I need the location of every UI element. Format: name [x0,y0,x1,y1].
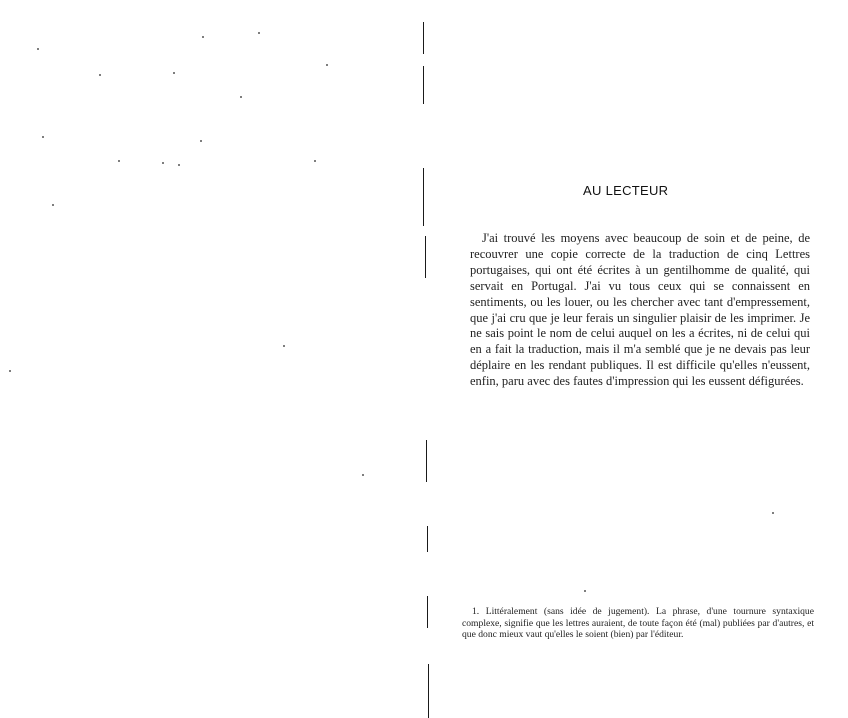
right-page [430,0,848,718]
speck [37,48,39,50]
speck [9,370,11,372]
gutter-segment [423,22,424,54]
page-title: AU LECTEUR [583,183,669,198]
left-page-blank [0,0,422,718]
speck [772,512,774,514]
speck [202,36,204,38]
speck [240,96,242,98]
speck [326,64,328,66]
gutter-segment [427,526,428,552]
footnote: 1. Littéralement (sans idée de jugement). La phrase, d'une tournure syntaxique complexe, signifie que les lettres auraient, de toute façon été (mal) publiées par d'autres, et que donc mieux vaut qu'elles le soient (bien) par l'éditeur. [462,606,814,641]
speck [283,345,285,347]
speck [42,136,44,138]
gutter-segment [427,596,428,628]
speck [99,74,101,76]
speck [178,164,180,166]
speck [118,160,120,162]
speck [584,590,586,592]
body-paragraph: J'ai trouvé les moyens avec beaucoup de soin et de peine, de recouvrer une copie correcte de la traduction de cinq Lettres portugaises, qui ont été écrites à un gentilhomme de qualité, qui servait en Portugal. J'ai vu tous ceux qui se connaissent en sentiments, ou les louer, ou les chercher avec tant d'empressement, que j'ai cru que je leur ferais un singulier plaisir de les imprimer. Je ne sais point le nom de celui auquel on les a écrites, ni de celui qui en a fait la traduction, mais il m'a semblé que je ne devais pas leur déplaire en les rendant publiques. Il est difficile qu'elles n'eussent, enfin, paru avec des fautes d'impression qui les eussent défigurées. [470,231,810,389]
gutter-segment [423,168,424,226]
gutter-segment [428,664,429,718]
gutter-segment [423,66,424,104]
gutter-segment [426,440,427,482]
speck [258,32,260,34]
speck [162,162,164,164]
speck [52,204,54,206]
gutter-segment [425,236,426,278]
speck [362,474,364,476]
speck [200,140,202,142]
speck [173,72,175,74]
speck [314,160,316,162]
